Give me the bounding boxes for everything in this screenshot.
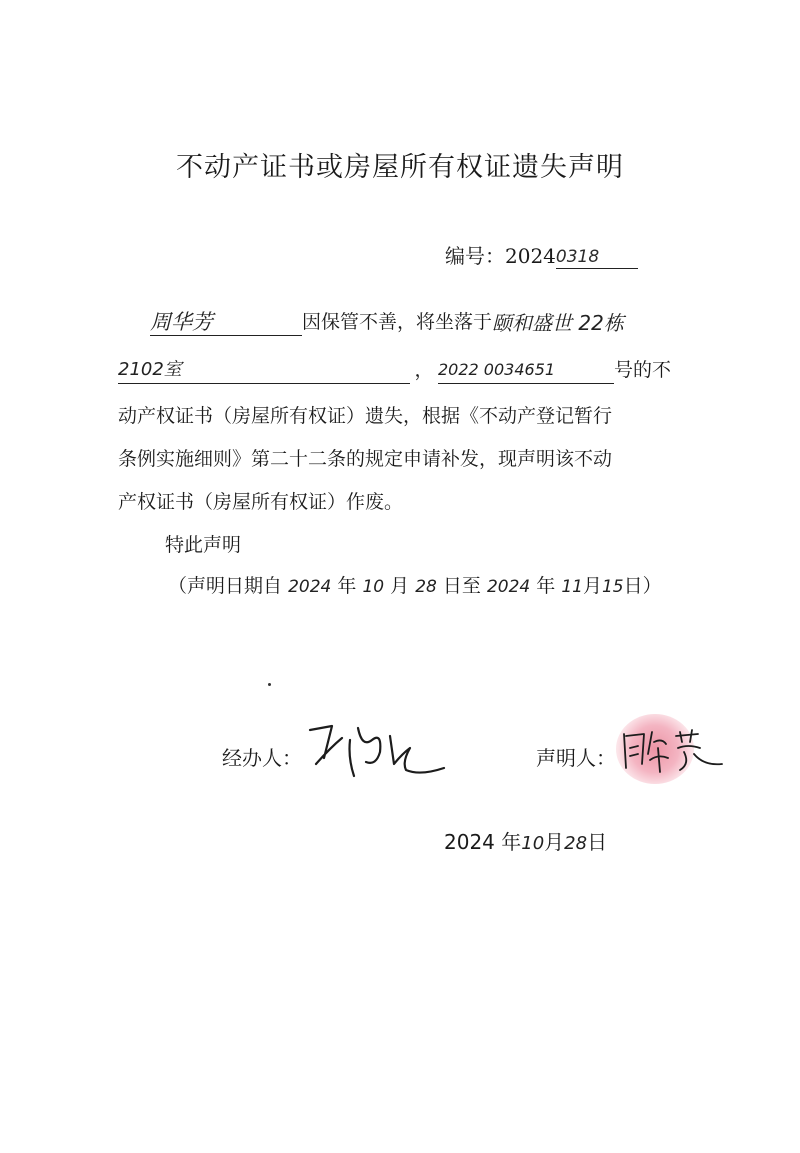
statement-text-2: 号的不 (614, 359, 672, 381)
date-month: 10 (521, 833, 545, 854)
declarant-label: 声明人： (536, 746, 616, 770)
serial-handwritten: 0318 (556, 246, 638, 269)
declarant-signature (618, 724, 728, 780)
period-month-char-1: 月 (390, 575, 410, 597)
handler-label: 经办人： (222, 746, 302, 770)
statement-line-3: 动产权证书（房屋所有权证）遗失，根据《不动产登记暂行 (118, 405, 613, 427)
period-start-month: 10 (362, 577, 385, 597)
period-day-char-1: 日至 (442, 575, 481, 597)
closing-text: 特此声明 (165, 534, 242, 556)
statement-line-1 (150, 308, 660, 336)
period-year-char-2: 年 (536, 575, 556, 597)
period-end-month: 11 (561, 577, 583, 597)
period-month-char-2: 月 (582, 575, 602, 597)
serial-label: 编号：2024 (445, 244, 556, 268)
certificate-number-handwritten: 2022 0034651 (438, 357, 614, 384)
signing-date (444, 828, 607, 858)
period-start-day: 28 (415, 577, 437, 597)
date-month-char: 月 (544, 830, 565, 854)
statement-line-2 (118, 356, 671, 384)
page-title: 不动产证书或房屋所有权证遗失声明 (176, 152, 624, 183)
declaration-period (168, 572, 662, 601)
handler-signature (302, 718, 452, 788)
statement-line-4: 条例实施细则》第二十二条的规定申请补发，现声明该不动 (118, 448, 613, 470)
date-year: 2024 (444, 830, 495, 854)
period-end-year: 2024 (486, 577, 531, 597)
date-year-char: 年 (501, 830, 522, 854)
period-prefix: （声明日期自 (168, 575, 283, 597)
period-end-day: 15 (601, 577, 624, 597)
room-handwritten: 2102室 (118, 357, 410, 384)
comma: ， (414, 359, 434, 381)
period-day-char-2: 日） (623, 575, 662, 597)
statement-text-1: 因保管不善，将坐落于 (302, 311, 493, 333)
owner-name-handwritten: 周华芳 (150, 309, 302, 336)
serial-number (445, 240, 638, 269)
property-location-handwritten: 颐和盛世 22栋 (492, 311, 624, 335)
date-day-char: 日 (587, 830, 608, 854)
period-year-char-1: 年 (337, 575, 357, 597)
period-start-year: 2024 (288, 577, 332, 597)
statement-line-5: 产权证书（房屋所有权证）作废。 (118, 491, 404, 513)
date-day: 28 (564, 833, 588, 854)
ink-dot (268, 683, 271, 686)
